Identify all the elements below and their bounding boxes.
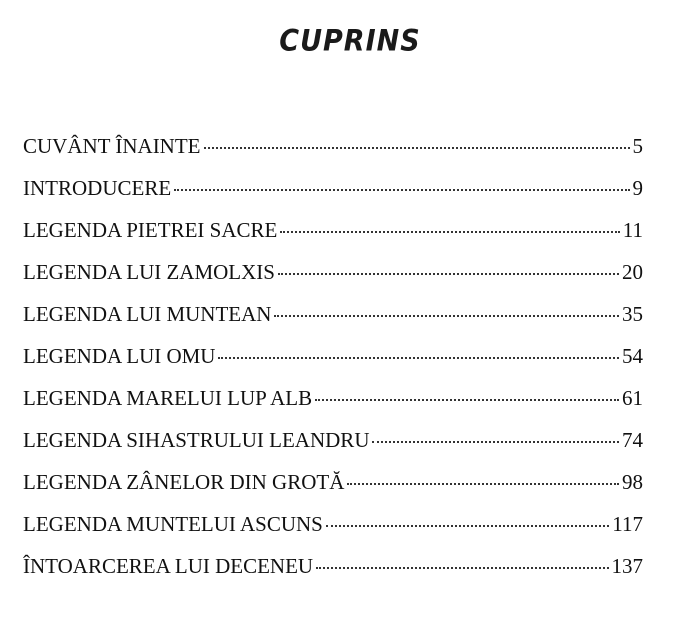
toc-entry-page: 9 (632, 176, 643, 200)
table-of-contents (23, 134, 643, 596)
dot-leader (278, 273, 619, 275)
toc-entry-label: LEGENDA MARELUI LUP ALB (23, 386, 313, 410)
toc-entry-page: 35 (622, 302, 643, 326)
toc-entry (23, 386, 643, 428)
toc-entry-page: 20 (622, 260, 643, 284)
toc-entry-label: LEGENDA MUNTELUI ASCUNS (23, 512, 323, 536)
toc-entry-label: LEGENDA SIHASTRULUI LEANDRU (23, 428, 370, 452)
toc-entry-page: 74 (622, 428, 643, 452)
toc-entry (23, 302, 643, 344)
toc-entry-page: 61 (622, 386, 643, 410)
toc-entry-page: 54 (622, 344, 643, 368)
toc-entry-label: LEGENDA LUI MUNTEAN (23, 302, 272, 326)
dot-leader (326, 525, 609, 527)
toc-entry (23, 428, 643, 470)
dot-leader (274, 315, 619, 317)
dot-leader (280, 231, 619, 233)
toc-entry (23, 134, 643, 176)
toc-entry (23, 344, 643, 386)
page-title: CUPRINS (279, 24, 421, 59)
toc-entry (23, 512, 643, 554)
dot-leader (372, 441, 619, 443)
dot-leader (174, 189, 629, 191)
dot-leader (315, 399, 619, 401)
toc-entry-label: INTRODUCERE (23, 176, 172, 200)
toc-entry-page: 137 (611, 554, 643, 578)
toc-entry-label: LEGENDA ZÂNELOR DIN GROTĂ (23, 470, 345, 494)
toc-entry-page: 117 (612, 512, 643, 536)
toc-entry (23, 176, 643, 218)
toc-entry (23, 218, 643, 260)
toc-entry-label: LEGENDA PIETREI SACRE (23, 218, 278, 242)
toc-entry-label: ÎNTOARCEREA LUI DECENEU (23, 554, 314, 578)
toc-entry-label: CUVÂNT ÎNAINTE (23, 134, 201, 158)
dot-leader (347, 483, 619, 485)
dot-leader (218, 357, 619, 359)
toc-entry-page: 98 (622, 470, 643, 494)
toc-entry-page: 5 (632, 134, 643, 158)
toc-entry-label: LEGENDA LUI ZAMOLXIS (23, 260, 275, 284)
toc-entry (23, 554, 643, 596)
toc-entry (23, 470, 643, 512)
dot-leader (316, 567, 608, 569)
toc-entry-page: 11 (622, 218, 643, 242)
toc-entry (23, 260, 643, 302)
dot-leader (204, 147, 630, 149)
toc-entry-label: LEGENDA LUI OMU (23, 344, 216, 368)
